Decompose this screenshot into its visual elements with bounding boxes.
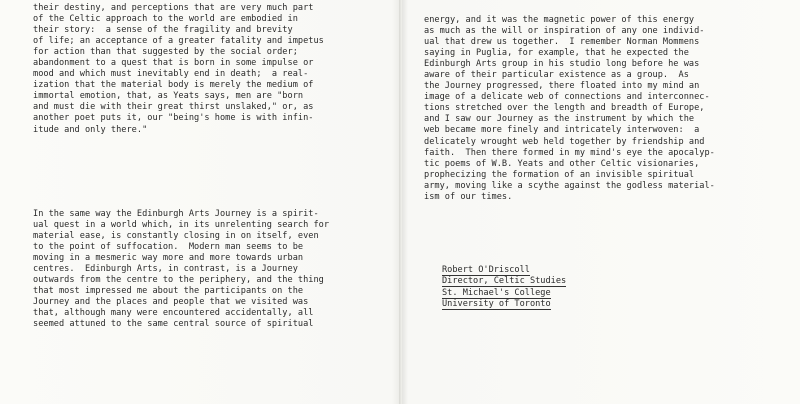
left-page bbox=[0, 0, 398, 404]
signature-university: University of Toronto bbox=[442, 298, 551, 309]
signature-block bbox=[442, 265, 566, 310]
left-paragraph-2: In the same way the Edinburgh Arts Journey is a spirit- ual quest in a world which, in its unrelenting search for material ease, is constantly closing in on itself, even to the point of suffocation. Modern man seems to be moving in a mesmeric way more and more towards urban centres. Edinburgh Arts, in contrast, is a Journey outwards from the centre to the periphery, and the thing that most impressed me about the participants on the Journey and the places and people that we visited was that, although many were encountered accidentally, all seemed attuned to the same central source of spiritual bbox=[33, 209, 330, 330]
signature-title-line bbox=[442, 276, 566, 287]
signature-name-line bbox=[442, 265, 566, 276]
page-fold bbox=[399, 0, 402, 404]
signature-title: Director, Celtic Studies bbox=[442, 276, 567, 287]
signature-name: Robert O'Driscoll bbox=[442, 265, 530, 275]
signature-college: St. Michael's College bbox=[442, 287, 551, 298]
left-paragraph-1: their destiny, and perceptions that are very much part of the Celtic approach to the world are embodied in their story: a sense of the fragility and brevity of life; an acceptance of a greater fatality and impetus for action than that suggested by the social order; abandonment to a quest that is born in some impulse or mood and which must inevitably end in death; a real- ization that the material body is merely the medium of immortal emotion, that, as Yeats says, men are "born and must die with their great thirst unslaked," or, as another poet puts it, our "being's home is with infin- itude and only there." bbox=[33, 3, 324, 135]
right-page bbox=[403, 0, 800, 404]
right-paragraph: energy, and it was the magnetic power of this energy as much as the will or inspiration of any one individ- ual that drew us together. I remember Norman Mommens saying in Puglia, for example, that he expected the Edinburgh Arts group in his studio long before he was aware of their particular existence as a group. As the Journey progressed, there floated into my mind an image of a delicate web of connections and interconnec- tions stretched over the length and breadth of Europe, and I saw our Journey as the instrument by which the web became more finely and intricately interwoven: a delicately wrought web held together by friendship and faith. Then there formed in my mind's eye the apocalyp- tic poems of W.B. Yeats and other Celtic visionaries, prophecizing the formation of an invisible spiritual army, moving like a scythe against the godless material- ism of our times. bbox=[424, 15, 715, 202]
signature-college-line bbox=[442, 288, 566, 299]
signature-university-line bbox=[442, 299, 566, 310]
